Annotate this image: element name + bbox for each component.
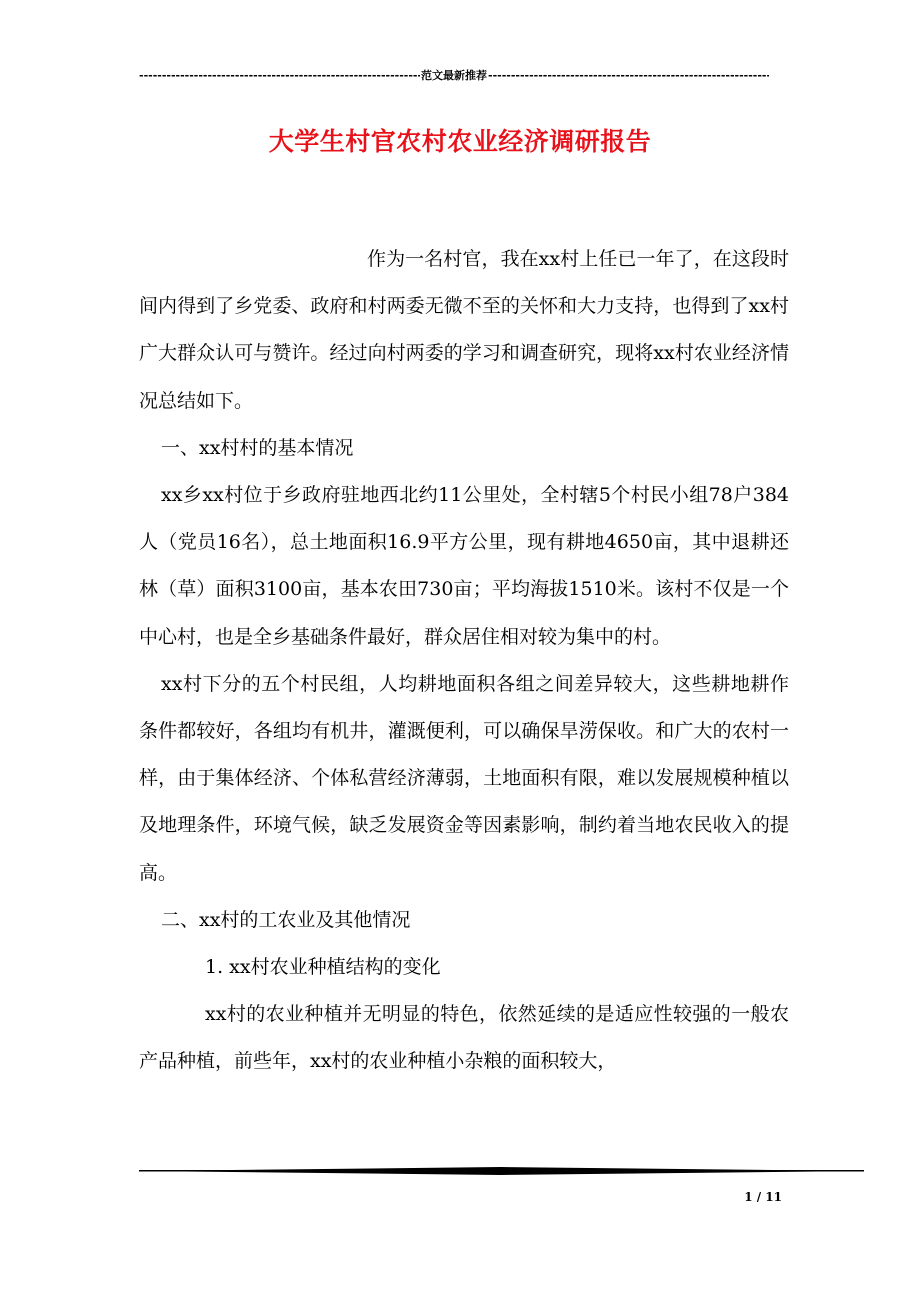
header-dash-left <box>139 69 420 82</box>
header-dash-right <box>488 69 769 82</box>
page-current: 1 <box>744 1190 753 1204</box>
page-number <box>720 1190 782 1204</box>
document-title: 大学生村官农村农业经济调研报告 <box>268 127 652 156</box>
section-heading-2: 二、xx村的工农业及其他情况 <box>161 908 411 931</box>
paragraph-intro: 作为一名村官，我在xx村上任已一年了，在这段时间内得到了乡党委、政府和村两委无微不至的关怀和大力支持，也得到了xx村广大群众认可与赞许。经过向村两委的学习和调查研究，现将xx村农业经济情况总结如下。 <box>139 248 789 412</box>
footer-rule <box>139 1164 864 1178</box>
paragraph-village-groups: xx村下分的五个村民组，人均耕地面积各组之间差异较大，这些耕地耕作条件都较好，各组均有机井，灌溉便利，可以确保旱涝保收。和广大的农村一样，由于集体经济、个体私营经济薄弱，土地面积有限，难以发展规模种植以及地理条件，环境气候，缺乏发展资金等因素影响，制约着当地农民收入的提高。 <box>139 672 789 884</box>
paragraph-planting: xx村的农业种植并无明显的特色，依然延续的是适应性较强的一般农产品种植，前些年，xx村的农业种植小杂粮的面积较大， <box>139 1003 789 1073</box>
page-separator: / <box>752 1190 766 1204</box>
page-header <box>139 66 769 84</box>
page-total: 11 <box>765 1190 782 1204</box>
paragraph-basic-info: xx乡xx村位于乡政府驻地西北约11公里处，全村辖5个村民小组78户384人（党员16名），总土地面积16.9平方公里，现有耕地4650亩，其中退耕还林（草）面积3100亩，基本农田730亩；平均海拔1510米。该村不仅是一个中心村，也是全乡基础条件最好，群众居住相对较为集中的村。 <box>139 484 789 648</box>
document-body <box>139 236 789 1086</box>
header-label: 范文最新推荐 <box>421 69 487 82</box>
section-heading-1: 一、xx村村的基本情况 <box>161 436 354 459</box>
subsection-heading-1: 1. xx村农业种植结构的变化 <box>205 956 441 979</box>
